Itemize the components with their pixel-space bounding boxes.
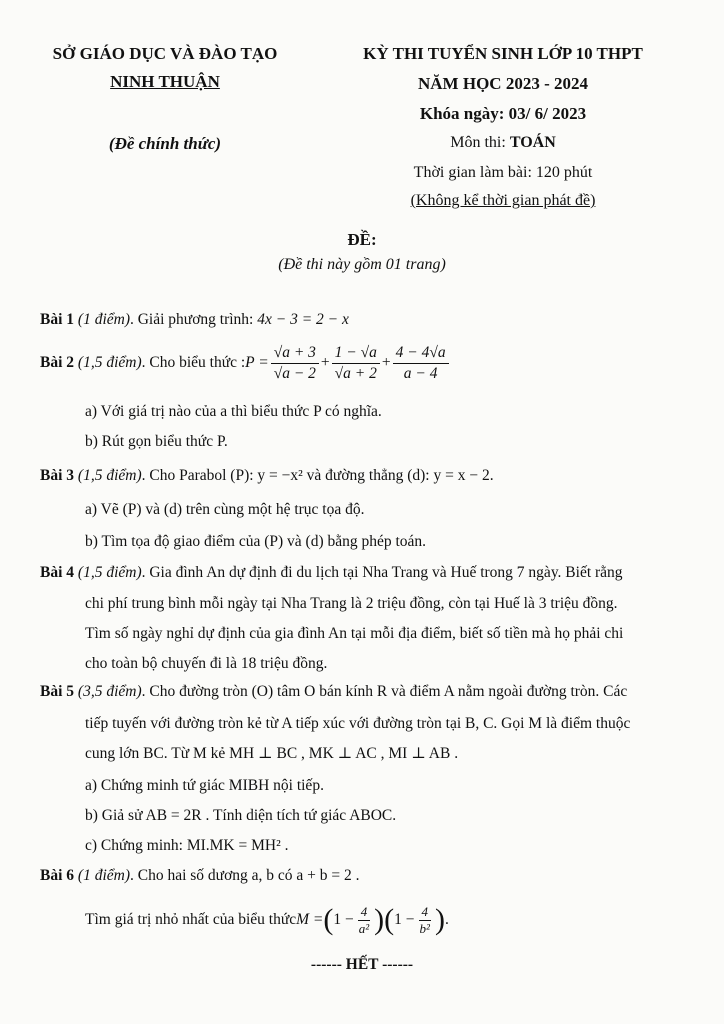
fraction-2: [332, 344, 380, 383]
problem-3-part-b: b) Tìm tọa độ giao điểm của (P) và (d) bằng phép toán.: [85, 533, 427, 550]
problem-text: . Cho hai số dương a, b có a + b = 2 .: [129, 867, 360, 884]
expression-lhs: M =: [296, 911, 324, 928]
problem-text: Tìm giá trị nhỏ nhất của biểu thức: [85, 911, 297, 928]
exam-title: KỲ THI TUYỂN SINH LỚP 10 THPT: [363, 44, 643, 63]
fraction-3: [393, 344, 449, 383]
official-exam-note: (Đề chính thức): [108, 134, 222, 153]
problem-points: (1,5 điểm): [77, 354, 142, 371]
fraction-numerator: 1 − √a: [332, 344, 380, 364]
fraction-denominator: √a + 2: [334, 364, 377, 382]
problem-5-line-3: cung lớn BC. Từ M kẻ MH ⊥ BC , MK ⊥ AC , MI ⊥ AB .: [85, 745, 459, 762]
problem-text: . Gia đình An dự định đi du lịch tại Nha Trang và Huế trong 7 ngày. Biết rằng: [141, 564, 623, 581]
fraction-numerator: 4 − 4√a: [393, 344, 449, 364]
duration-note: (Không kể thời gian phát đề): [410, 192, 596, 209]
fraction-numerator: 4: [358, 905, 371, 921]
problem-1: [40, 310, 349, 330]
problem-text: . Cho biểu thức :: [141, 354, 246, 371]
problem-2-part-b: b) Rút gọn biểu thức P.: [85, 433, 228, 450]
page-count-note: (Đề thi này gồm 01 trang): [278, 256, 446, 273]
subject-label: Môn thi:: [450, 134, 510, 151]
fraction-1: [271, 344, 319, 383]
problem-text: . Cho đường tròn (O) tâm O bán kính R và điểm A nằm ngoài đường tròn. Các: [141, 683, 628, 700]
fraction-4-over-a2: [356, 905, 372, 936]
exam-duration: Thời gian làm bài: 120 phút: [413, 164, 593, 181]
problem-4-line-3: Tìm số ngày nghỉ dự định của gia đình An tại mỗi địa điểm, biết số tiền mà họ phải chi: [85, 625, 624, 642]
problem-label: Bài 1: [40, 311, 75, 328]
problem-text: . Giải phương trình:: [129, 311, 258, 328]
plus-sign: +: [381, 354, 391, 371]
left-paren: (: [384, 903, 395, 936]
term-prefix: 1 −: [333, 911, 354, 928]
fraction-numerator: √a + 3: [271, 344, 319, 364]
problem-label: Bài 5: [40, 683, 75, 700]
problem-6-line-2: [85, 898, 449, 942]
plus-sign: +: [320, 354, 330, 371]
problem-2: [40, 340, 451, 386]
subject: [318, 134, 688, 152]
left-paren: (: [323, 903, 334, 936]
right-paren: ): [374, 903, 385, 936]
right-paren: ): [434, 903, 445, 936]
problem-2-part-a: a) Với giá trị nào của a thì biểu thức P có nghĩa.: [85, 403, 382, 420]
subject-value: TOÁN: [509, 134, 556, 151]
problem-5-part-a: a) Chứng minh tứ giác MIBH nội tiếp.: [85, 777, 324, 794]
problem-points: (1,5 điểm): [77, 564, 142, 581]
fraction-denominator: a − 4: [403, 364, 438, 382]
expression-lhs: P =: [245, 354, 269, 371]
problem-3: [40, 466, 494, 486]
problem-text: . Cho Parabol (P): y = −x² và đường thẳng (d): y = x − 2.: [141, 467, 494, 484]
term-prefix: 1 −: [394, 911, 415, 928]
problem-label: Bài 2: [40, 354, 75, 371]
exam-date: Khóa ngày: 03/ 6/ 2023: [419, 104, 587, 123]
fraction-4-over-b2: [417, 905, 433, 936]
problem-3-part-a: a) Vẽ (P) và (d) trên cùng một hệ trục tọa độ.: [85, 501, 365, 518]
school-year: NĂM HỌC 2023 - 2024: [418, 74, 588, 93]
problem-points: (1 điểm): [77, 311, 130, 328]
problem-4: [40, 563, 623, 583]
fraction-denominator: b²: [419, 920, 430, 936]
fraction-numerator: 4: [419, 905, 432, 921]
section-title: ĐỀ:: [347, 230, 377, 249]
department-name: SỞ GIÁO DỤC VÀ ĐÀO TẠO: [52, 44, 278, 63]
problem-5-line-2: tiếp tuyến với đường tròn kẻ từ A tiếp xúc với đường tròn tại B, C. Gọi M là điểm thuộc: [85, 715, 631, 732]
problem-label: Bài 4: [40, 564, 75, 581]
problem-points: (1 điểm): [77, 867, 130, 884]
problem-5: [40, 682, 627, 702]
problem-6: [40, 866, 360, 886]
fraction-denominator: a²: [358, 920, 370, 936]
fraction-denominator: √a − 2: [273, 364, 316, 382]
problem-label: Bài 6: [40, 867, 75, 884]
province-name: NINH THUẬN: [110, 72, 220, 91]
end-marker: ------ HẾT ------: [310, 956, 414, 973]
problem-4-line-4: cho toàn bộ chuyến đi là 18 triệu đồng.: [85, 655, 328, 672]
problem-5-part-c: c) Chứng minh: MI.MK = MH² .: [85, 837, 289, 854]
problem-points: (3,5 điểm): [77, 683, 142, 700]
problem-label: Bài 3: [40, 467, 75, 484]
problem-points: (1,5 điểm): [77, 467, 142, 484]
period: .: [444, 911, 449, 928]
problem-4-line-2: chi phí trung bình mỗi ngày tại Nha Trang là 2 triệu đồng, còn tại Huế là 3 triệu đồng.: [85, 595, 618, 612]
equation: 4x − 3 = 2 − x: [257, 311, 349, 328]
problem-5-part-b: b) Giả sử AB = 2R . Tính diện tích tứ giác ABOC.: [85, 807, 397, 824]
